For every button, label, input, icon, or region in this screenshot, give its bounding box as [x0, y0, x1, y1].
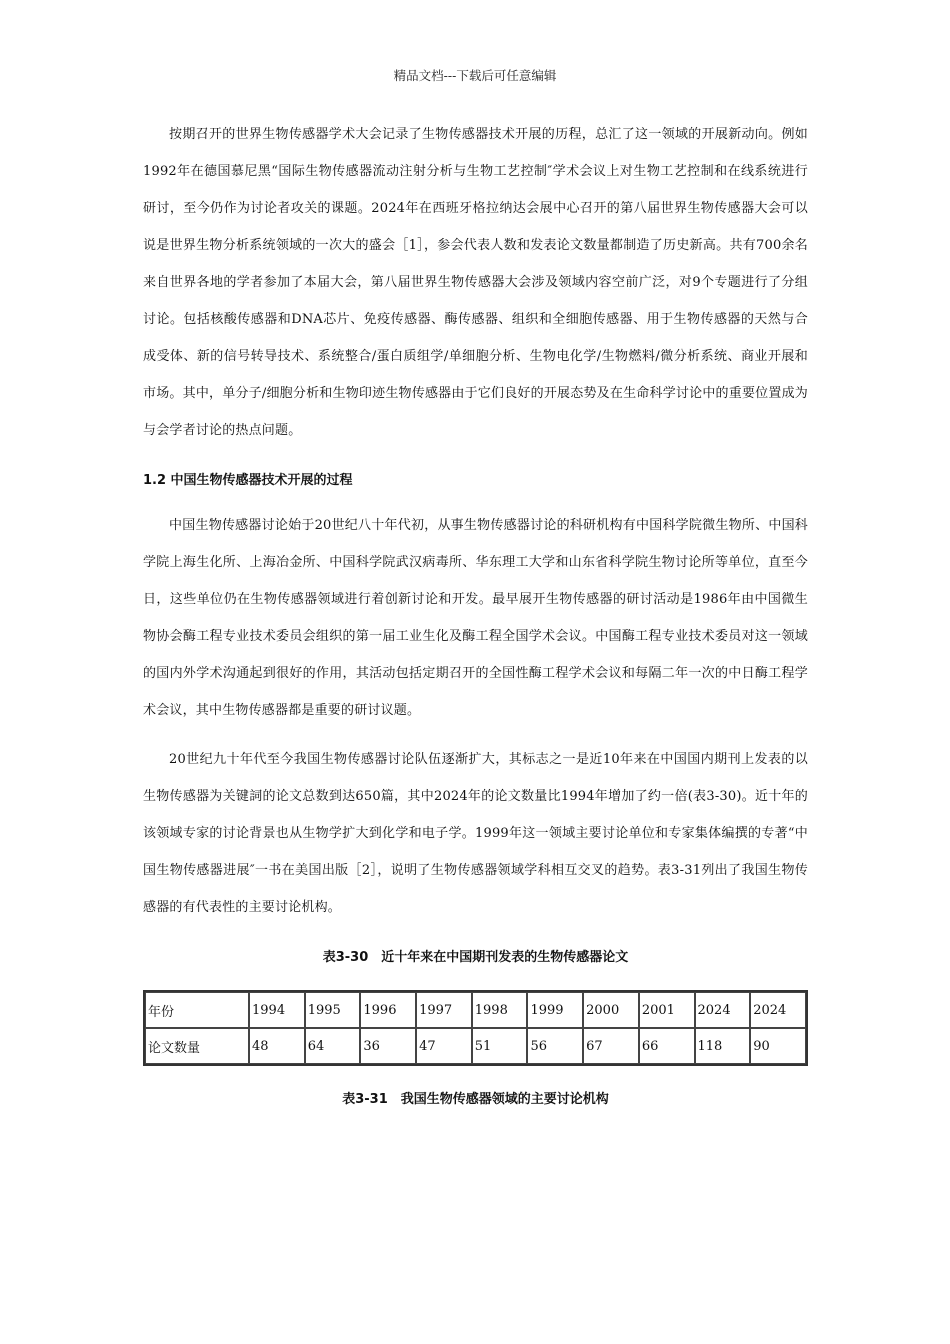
table-cell-count: 66 [639, 1028, 695, 1064]
table-3-30-caption: 表3-30 近十年来在中国期刊发表的生物传感器论文 [322, 950, 629, 965]
paragraph-china-growth: 20世纪九十年代至今我国生物传感器讨论队伍逐渐扩大，其标志之一是近10年来在中国国内期刊上发表的以生物传感器为关键詞的论文总数到达650篇，其中2024年的论文数量比1994年增加了约一倍(表3-30)。近十年的该领域专家的讨论背景也从生物学扩大到化学和电子学。1999年这一领域主要讨论单位和专家集体编撰的专著“中国生物传感器进展″一书在美国出版［2］，说明了生物传感器领域学科相互交叉的趋势。表3-31列出了我国生物传感器的有代表性的主要讨论机构。 [143, 752, 808, 915]
table-cell-year: 1994 [249, 992, 305, 1028]
paragraph-world-conferences: 按期召开的世界生物传感器学术大会记录了生物传感器技术开展的历程，总汇了这一领域的开展新动向。例如1992年在德国慕尼黑“国际生物传感器流动注射分析与生物工艺控制″学术会议上对生物工艺控制和在线系统进行研讨，至今仍作为讨论者攻关的课题。2024年在西班牙格拉纳达会展中心召开的第八届世界生物传感器大会可以说是世界生物分析系统领域的一次大的盛会［1］，参会代表人数和发表论文数量都制造了历史新高。共有700余名来自世界各地的学者参加了本届大会，第八届世界生物传感器大会涉及领域内容空前广泛，对9个专题进行了分组讨论。包括核酸传感器和DNA芯片、免疫传感器、酶传感器、组织和全细胞传感器、用于生物传感器的天然与合成受体、新的信号转导技术、系统整合/蛋白质组学/单细胞分析、生物电化学/生物燃料/微分析系统、商业开展和市场。其中，单分子/细胞分析和生物印迹生物传感器由于它们良好的开展态势及在生命科学讨论中的重要位置成为与会学者讨论的热点问题。 [143, 127, 808, 438]
table-cell-year: 2001 [639, 992, 695, 1028]
table-3-30 [143, 990, 808, 1066]
table-cell-count: 47 [416, 1028, 472, 1064]
section-heading: 1.2 中国生物传感器技术开展的过程 [143, 473, 353, 488]
table-3-31-caption: 表3-31 我国生物传感器领域的主要讨论机构 [342, 1092, 609, 1107]
table-cell-count: 67 [583, 1028, 639, 1064]
table-cell-year: 1995 [305, 992, 361, 1028]
table-row-years [145, 992, 806, 1028]
table-cell-year: 2024 [695, 992, 751, 1028]
table-cell-year: 2000 [583, 992, 639, 1028]
page-header: 精品文档---下载后可任意编辑 [393, 68, 557, 83]
document-body [143, 116, 808, 1110]
table-cell-year: 2024 [750, 992, 806, 1028]
table-cell-year: 1997 [416, 992, 472, 1028]
table-cell-year: 1999 [527, 992, 583, 1028]
table-row-header: 年份 [145, 992, 249, 1028]
paragraph-china-history: 中国生物传感器讨论始于20世纪八十年代初，从事生物传感器讨论的科研机构有中国科学院微生物所、中国科学院上海生化所、上海冶金所、中国科学院武汉病毒所、华东理工大学和山东省科学院生物讨论所等单位，直至今日，这些单位仍在生物传感器领域进行着创新讨论和开发。最早展开生物传感器的研讨活动是1986年由中国微生物协会酶工程专业技术委员会组织的第一届工业生化及酶工程全国学术会议。中国酶工程专业技术委员对这一领域的国内外学术沟通起到很好的作用，其活动包括定期召开的全国性酶工程学术会议和每隔二年一次的中日酶工程学术会议，其中生物传感器都是重要的研讨议题。 [143, 518, 808, 718]
table-row-header: 论文数量 [145, 1028, 249, 1064]
table-cell-count: 90 [750, 1028, 806, 1064]
table-cell-count: 48 [249, 1028, 305, 1064]
table-cell-count: 118 [695, 1028, 751, 1064]
table-row-counts [145, 1028, 806, 1064]
table-cell-year: 1998 [472, 992, 528, 1028]
table-cell-count: 51 [472, 1028, 528, 1064]
table-cell-count: 36 [360, 1028, 416, 1064]
table-cell-count: 64 [305, 1028, 361, 1064]
table-cell-year: 1996 [360, 992, 416, 1028]
table-cell-count: 56 [527, 1028, 583, 1064]
